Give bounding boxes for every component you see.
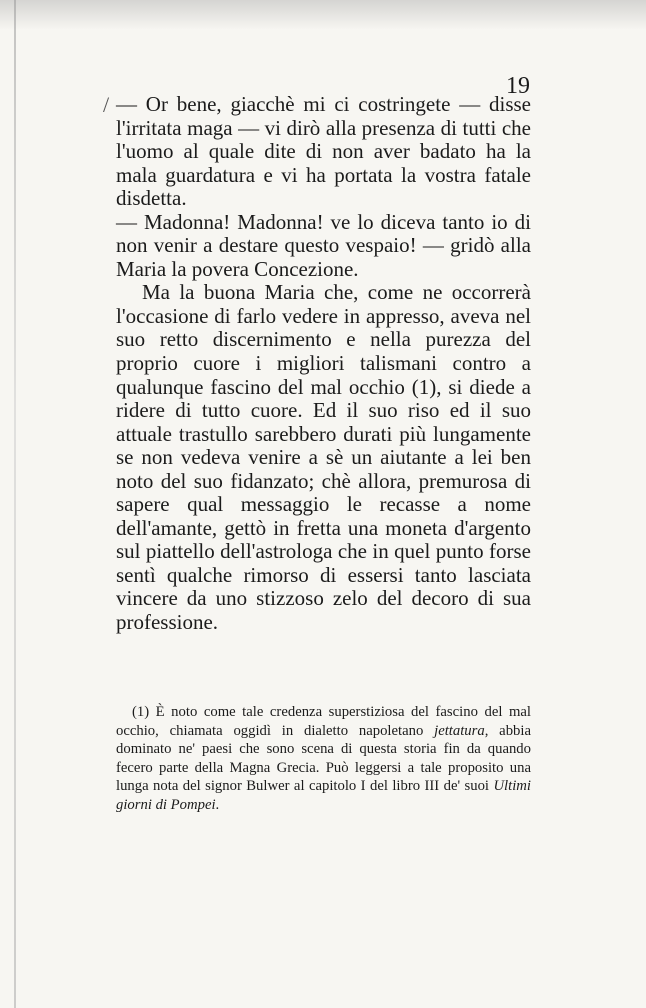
margin-ink-mark: /	[103, 92, 110, 117]
page-number: 19	[506, 73, 530, 99]
footnote-term: jettatura	[434, 722, 485, 739]
footnote-text-after: .	[215, 796, 220, 813]
footnote	[116, 703, 531, 814]
binding-edge	[14, 0, 16, 1008]
footnote-paragraph	[116, 703, 531, 814]
footnote-text-before: (1) È noto come tale credenza superstiziosa del fascino del mal occhio, chiamata oggidì in dialetto napoletano	[116, 704, 531, 739]
page-top-shadow	[0, 0, 646, 30]
paragraph-maria-narrative: Ma la buona Maria che, come ne occorrerà l'occasione di farlo vedere in appresso, aveva nel suo retto discernimento e nella purezza del proprio cuore i migliori talismani contro a qualunque fascino del mal occhio (1), si diede a ridere di tutto cuore. Ed il suo riso ed il suo attuale trastullo sarebbero durati più lungamente se non vedeva venire a sè un aiutante a lei ben noto del suo fidanzato; chè allora, premurosa di sapere qual messaggio le recasse a nome dell'amante, gettò in fretta una moneta d'argento sul piattello dell'astrologa che in quel punto forse sentì qualche rimorso di essersi tanto lasciata vincere da uno stizzoso zelo del decoro di sua professione.	[116, 280, 531, 635]
footnote-book-title: Ultimi giorni di Pompei	[116, 778, 531, 813]
paragraph-maga-speech: — Or bene, giacchè mi ci costringete — disse l'irritata maga — vi dirò alla presenza di tutti che l'uomo al quale dite di non aver badato ha la mala guardatura e vi ha portata la vostra fatale disdetta.	[116, 92, 531, 211]
footnote-text-middle: , abbia dominato ne' paesi che sono scena di questa storia fin da quando fecero parte della Magna Grecia. Può leggersi a tale proposito una lunga nota del signor Bulwer al capitolo I del libro III de' suoi	[116, 722, 531, 794]
main-text	[116, 93, 531, 635]
paragraph-concezione-speech: — Madonna! Madonna! ve lo diceva tanto io di non venir a destare questo vespaio! — gridò alla Maria la povera Concezione.	[116, 209, 531, 281]
